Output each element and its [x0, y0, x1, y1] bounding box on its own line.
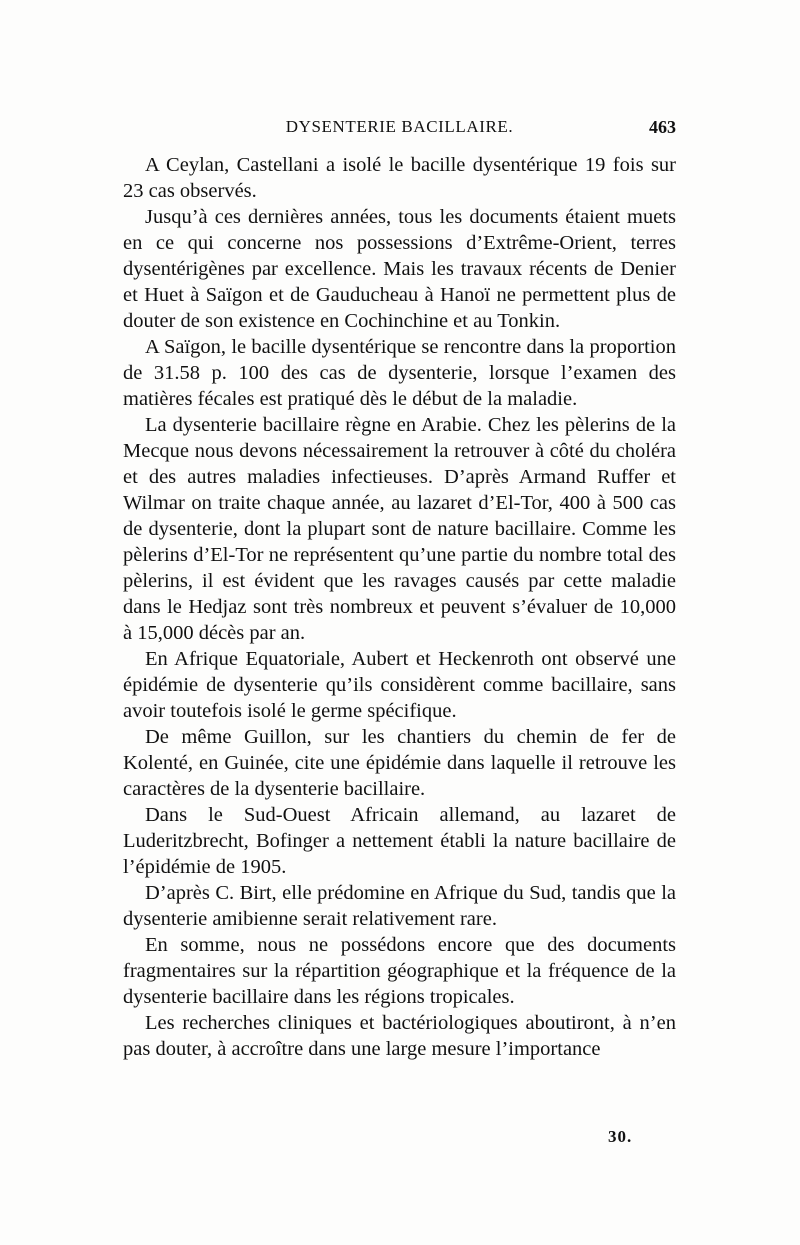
paragraph: A Saïgon, le bacille dysentérique se rencontre dans la proportion de 31.58 p. 100 des cas de dysenterie, lorsque l’examen des matières fécales est pratiqué dès le début de la maladie.: [123, 336, 676, 410]
paragraph: Jusqu’à ces dernières années, tous les documents étaient muets en ce qui concerne nos possessions d’Extrême-Orient, terres dysentérigènes par excellence. Mais les travaux récents de Denier et Huet à Saïgon et de Gauducheau à Hanoï ne permettent plus de douter de son existence en Cochinchine et au Tonkin.: [123, 206, 676, 332]
paragraph: D’après C. Birt, elle prédomine en Afrique du Sud, tandis que la dysenterie amibienne serait relativement rare.: [123, 882, 676, 930]
running-title: DYSENTERIE BACILLAIRE.: [285, 117, 514, 136]
paragraph: Les recherches cliniques et bactériologiques aboutiront, à n’en pas douter, à accroître dans une large mesure l’importance: [123, 1012, 676, 1060]
paragraph: En Afrique Equatoriale, Aubert et Heckenroth ont observé une épidémie de dysenterie qu’ils considèrent comme bacillaire, sans avoir toutefois isolé le germe spécifique.: [123, 648, 676, 722]
page-number: 463: [649, 117, 676, 137]
signature-mark: 30.: [608, 1127, 633, 1146]
paragraph: En somme, nous ne possédons encore que des documents fragmentaires sur la répartition géographique et la fréquence de la dysenterie bacillaire dans les régions tropicales.: [123, 934, 676, 1008]
paragraph: Dans le Sud-Ouest Africain allemand, au lazaret de Luderitzbrecht, Bofinger a nettement établi la nature bacillaire de l’épidémie de 1905.: [123, 804, 676, 878]
body-text: [123, 152, 676, 1062]
paragraph: A Ceylan, Castellani a isolé le bacille dysentérique 19 fois sur 23 cas observés.: [123, 154, 676, 202]
page-header: [123, 117, 676, 141]
paragraph: La dysenterie bacillaire règne en Arabie. Chez les pèlerins de la Mecque nous devons nécessairement la retrouver à côté du choléra et des autres maladies infectieuses. D’après Armand Ruffer et Wilmar on traite chaque année, au lazaret d’El-Tor, 400 à 500 cas de dysenterie, dont la plupart sont de nature bacillaire. Comme les pèlerins d’El-Tor ne représentent qu’une partie du nombre total des pèlerins, il est évident que les ravages causés par cette maladie dans le Hedjaz sont très nombreux et peuvent s’évaluer de 10,000 à 15,000 décès par an.: [123, 414, 676, 644]
paragraph: De même Guillon, sur les chantiers du chemin de fer de Kolenté, en Guinée, cite une épidémie dans laquelle il retrouve les caractères de la dysenterie bacillaire.: [123, 726, 676, 800]
